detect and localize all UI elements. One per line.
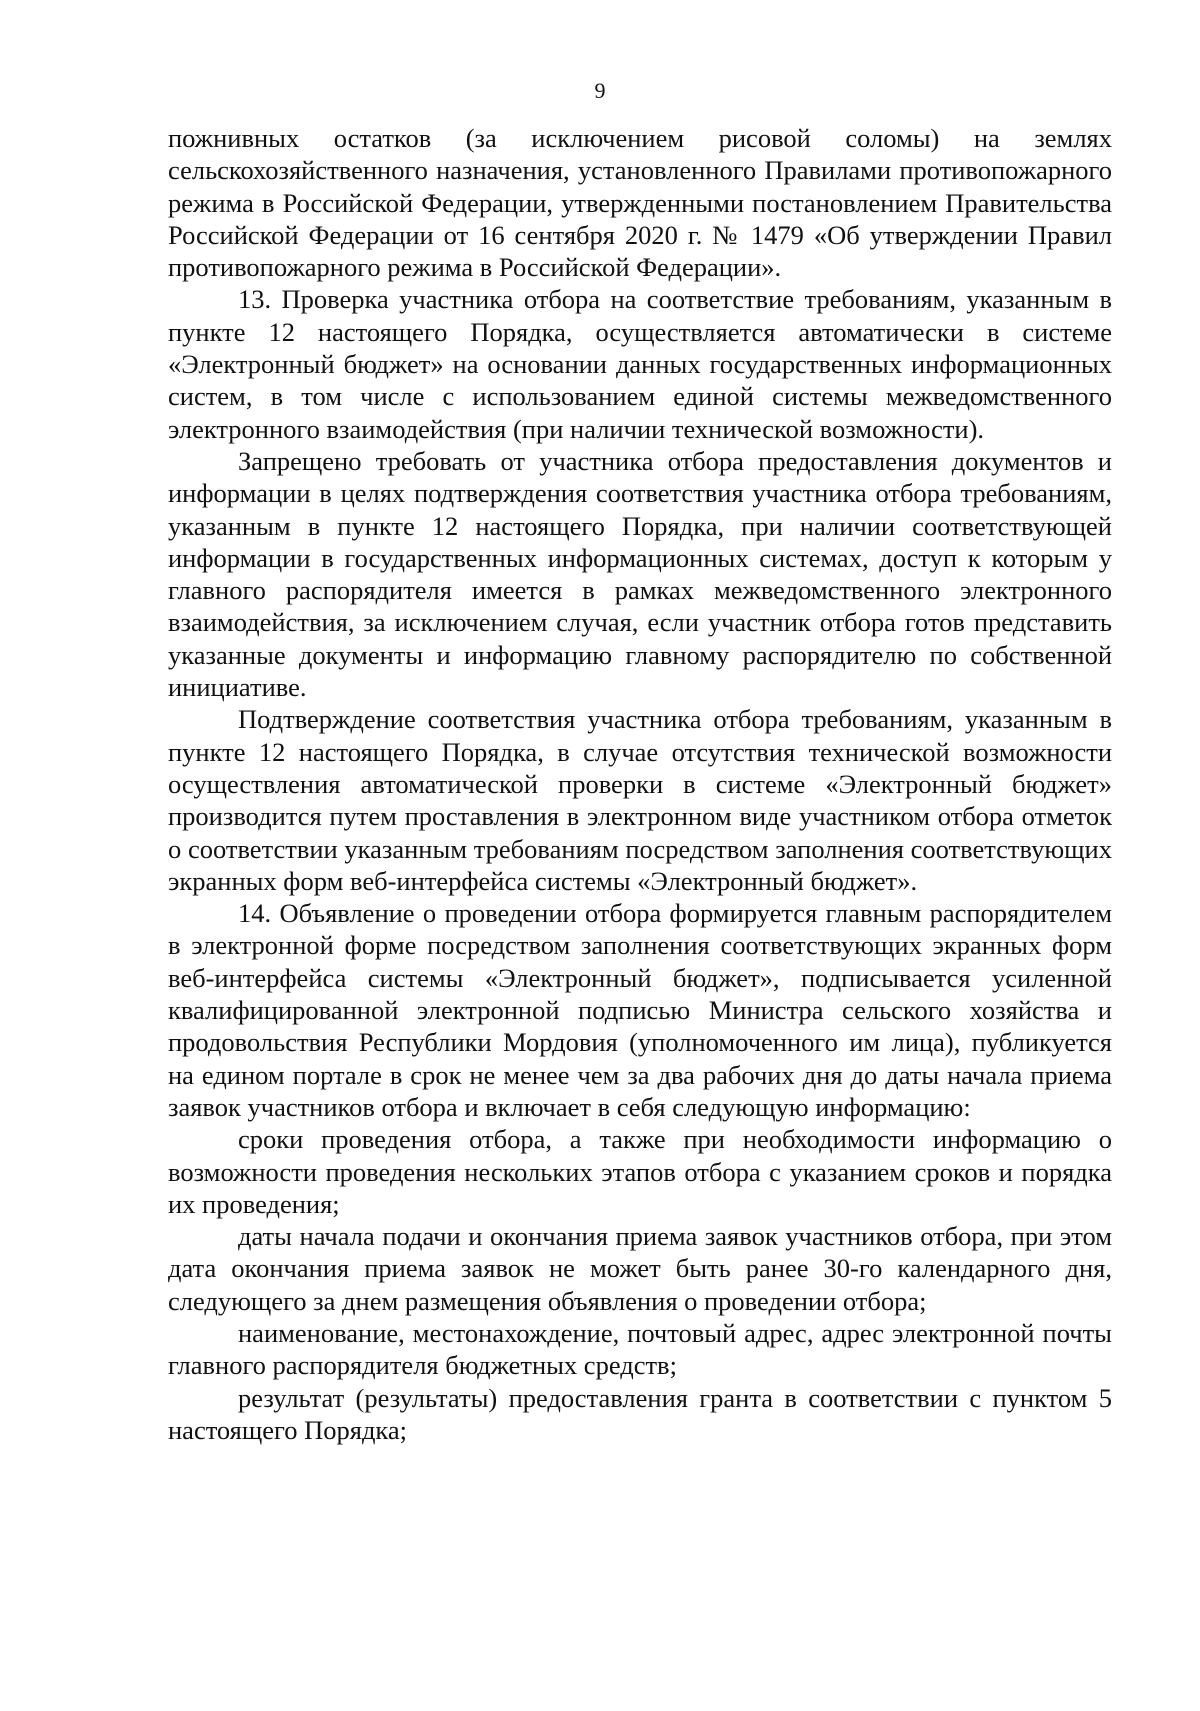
- paragraph-confirmation: Подтверждение соответствия участника отбора требованиям, указанным в пункте 12 настоящего Порядка, в случае отсутствия технической возможности осуществления автоматической проверки в системе «Электронный бюджет» производится путем проставления в электронном виде участником отбора отметок о соответствии указанным требованиям посредством заполнения соответствующих экранных форм веб-интерфейса системы «Электронный бюджет».: [168, 704, 1112, 896]
- list-item-grant-results: результат (результаты) предоставления гранта в соответствии с пунктом 5 настоящего Порядка;: [168, 1382, 1112, 1445]
- document-body: [168, 122, 1112, 1446]
- list-item-distributor-contacts: наименование, местонахождение, почтовый адрес, адрес электронной почты главного распорядителя бюджетных средств;: [168, 1317, 1112, 1381]
- paragraph-item-14: 14. Объявление о проведении отбора формируется главным распорядителем в электронной форме посредством заполнения соответствующих экранных форм веб-интерфейса системы «Электронный бюджет», подписывается усиленной квалифицированной электронной подписью Министра сельского хозяйства и продовольствия Республики Мордовия (уполномоченного им лица), публикуется на едином портале в срок не менее чем за два рабочих дня до даты начала приема заявок участников отбора и включает в себя следующую информацию:: [168, 898, 1112, 1122]
- page-number: 9: [594, 78, 606, 103]
- paragraph-continuation: пожнивных остатков (за исключением рисовой соломы) на землях сельскохозяйственного назначения, установленного Правилами противопожарного режима в Российской Федерации, утвержденными постановлением Правительства Российской Федерации от 16 сентября 2020 г. № 1479 «Об утверждении Правил противопожарного режима в Российской Федерации».: [168, 123, 1112, 283]
- list-item-application-dates: даты начала подачи и окончания приема заявок участников отбора, при этом дата окончания приема заявок не может быть ранее 30-го календарного дня, следующего за днем размещения объявления о проведении отбора;: [168, 1221, 1112, 1316]
- paragraph-prohibition: Запрещено требовать от участника отбора предоставления документов и информации в целях подтверждения соответствия участника отбора требованиям, указанным в пункте 12 настоящего Порядка, при наличии соответствующей информации в государственных информационных системах, доступ к которым у главного распорядителя имеется в рамках межведомственного электронного взаимодействия, за исключением случая, если участник отбора готов представить указанные документы и информацию главному распорядителю по собственной инициативе.: [168, 445, 1112, 703]
- paragraph-item-13: 13. Проверка участника отбора на соответствие требованиям, указанным в пункте 12 настоящего Порядка, осуществляется автоматически в системе «Электронный бюджет» на основании данных государственных информационных систем, в том числе с использованием единой системы межведомственного электронного взаимодействия (при наличии технической возможности).: [168, 284, 1112, 444]
- list-item-selection-terms: сроки проведения отбора, а также при необходимости информацию о возможности проведения нескольких этапов отбора с указанием сроков и порядка их проведения;: [168, 1124, 1112, 1219]
